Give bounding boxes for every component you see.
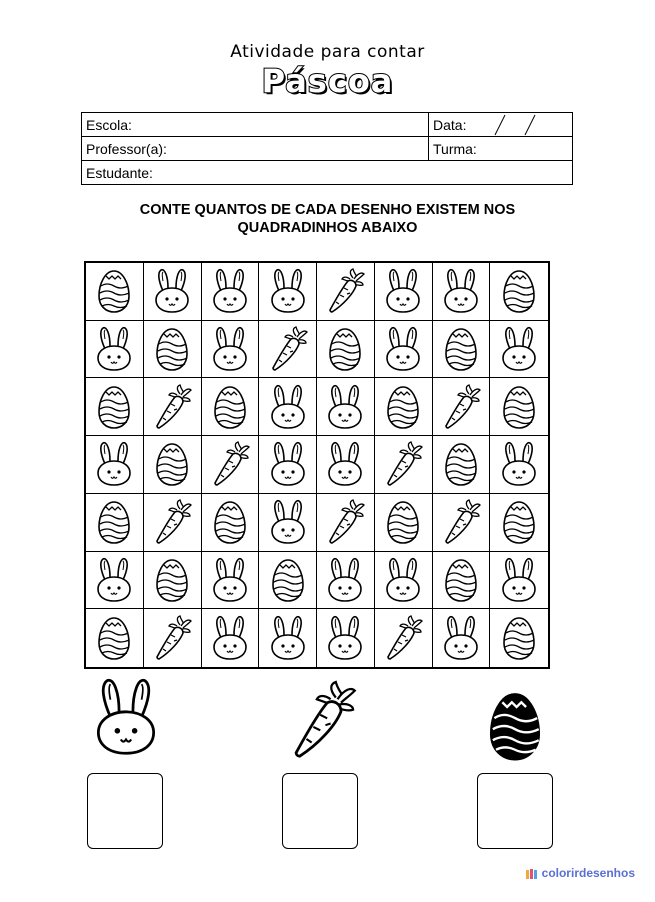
- grid-cell: [259, 494, 317, 552]
- egg-icon: [439, 556, 483, 604]
- grid-cell: [86, 436, 144, 494]
- grid-cell: [490, 609, 548, 667]
- grid-cell: [433, 494, 491, 552]
- egg-icon: [208, 383, 252, 431]
- bunny-icon: [92, 440, 136, 488]
- grid-cell: [490, 263, 548, 321]
- grid-cell: [317, 378, 375, 436]
- egg-icon: [150, 440, 194, 488]
- bunny-icon: [381, 556, 425, 604]
- grid-cell: [317, 552, 375, 610]
- bunny-icon: [208, 556, 252, 604]
- grid-cell: [433, 552, 491, 610]
- bunny-icon: [92, 556, 136, 604]
- grid-cell: [317, 494, 375, 552]
- grid-cell: [202, 552, 260, 610]
- grid-cell: [317, 609, 375, 667]
- school-field[interactable]: [82, 113, 429, 137]
- grid-cell: [202, 263, 260, 321]
- bunny-icon: [323, 383, 367, 431]
- grid-cell: [259, 609, 317, 667]
- bunny-icon: [150, 267, 194, 315]
- egg-icon: [478, 688, 552, 764]
- teacher-label: Professor(a):: [86, 140, 167, 157]
- bunny-icon: [323, 556, 367, 604]
- egg-count-box[interactable]: [477, 773, 553, 849]
- grid-cell: [375, 378, 433, 436]
- bunny-icon: [92, 325, 136, 373]
- carrot-icon: [208, 440, 252, 488]
- grid-cell: [433, 609, 491, 667]
- grid-cell: [259, 321, 317, 379]
- grid-cell: [433, 436, 491, 494]
- egg-icon: [323, 325, 367, 373]
- grid-cell: [433, 263, 491, 321]
- date-slashes: [489, 113, 559, 137]
- bunny-count-box[interactable]: [87, 773, 163, 849]
- grid-cell: [86, 552, 144, 610]
- egg-icon: [92, 614, 136, 662]
- bunny-icon: [323, 440, 367, 488]
- grid-cell: [144, 378, 202, 436]
- carrot-icon: [150, 498, 194, 546]
- egg-icon: [497, 614, 541, 662]
- crayon-icon: [525, 866, 539, 880]
- bunny-icon: [208, 267, 252, 315]
- date-label: Data:: [433, 116, 467, 133]
- grid-cell: [259, 552, 317, 610]
- grid-cell: [202, 378, 260, 436]
- grid-cell: [490, 494, 548, 552]
- instructions-line-1: CONTE QUANTOS DE CADA DESENHO EXISTEM NOS: [139, 202, 516, 218]
- bunny-icon: [266, 440, 310, 488]
- grid-cell: [490, 378, 548, 436]
- egg-icon: [92, 498, 136, 546]
- worksheet-title: Páscoa: [261, 62, 394, 100]
- grid-cell: [490, 552, 548, 610]
- class-field[interactable]: [429, 137, 573, 161]
- teacher-field[interactable]: [82, 137, 429, 161]
- bunny-icon: [323, 614, 367, 662]
- carrot-icon: [323, 267, 367, 315]
- grid-cell: [144, 552, 202, 610]
- student-info-form: [81, 112, 573, 185]
- grid-cell: [86, 378, 144, 436]
- bunny-icon: [266, 383, 310, 431]
- grid-cell: [86, 609, 144, 667]
- bunny-icon: [88, 674, 164, 760]
- egg-icon: [150, 325, 194, 373]
- grid-cell: [490, 321, 548, 379]
- class-label: Turma:: [433, 140, 477, 157]
- grid-cell: [144, 321, 202, 379]
- brand-logo: [525, 866, 635, 880]
- grid-cell: [375, 609, 433, 667]
- carrot-icon: [266, 325, 310, 373]
- counting-grid: [84, 261, 550, 669]
- carrot-icon: [150, 383, 194, 431]
- student-label: Estudante:: [86, 164, 153, 181]
- egg-icon: [381, 383, 425, 431]
- grid-cell: [202, 436, 260, 494]
- carrot-icon: [150, 614, 194, 662]
- grid-cell: [144, 494, 202, 552]
- egg-icon: [92, 383, 136, 431]
- egg-icon: [497, 267, 541, 315]
- egg-icon: [497, 383, 541, 431]
- grid-cell: [144, 436, 202, 494]
- bunny-icon: [497, 325, 541, 373]
- grid-cell: [259, 378, 317, 436]
- carrot-icon: [439, 498, 483, 546]
- carrot-icon: [284, 674, 360, 766]
- egg-icon: [150, 556, 194, 604]
- grid-cell: [317, 436, 375, 494]
- grid-cell: [317, 321, 375, 379]
- grid-cell: [433, 321, 491, 379]
- grid-cell: [375, 552, 433, 610]
- bunny-icon: [497, 440, 541, 488]
- grid-cell: [144, 263, 202, 321]
- carrot-icon: [381, 614, 425, 662]
- egg-icon: [439, 440, 483, 488]
- carrot-icon: [323, 498, 367, 546]
- egg-icon: [439, 325, 483, 373]
- bunny-icon: [266, 267, 310, 315]
- bunny-icon: [439, 267, 483, 315]
- school-label: Escola:: [86, 116, 132, 133]
- bunny-icon: [497, 556, 541, 604]
- bunny-icon: [266, 498, 310, 546]
- bunny-icon: [266, 614, 310, 662]
- bunny-icon: [381, 267, 425, 315]
- carrot-count-box[interactable]: [282, 773, 358, 849]
- grid-cell: [202, 609, 260, 667]
- grid-cell: [259, 436, 317, 494]
- grid-cell: [490, 436, 548, 494]
- instructions: [0, 201, 655, 237]
- grid-cell: [144, 609, 202, 667]
- egg-icon: [497, 498, 541, 546]
- student-field[interactable]: [82, 161, 573, 185]
- bunny-icon: [208, 325, 252, 373]
- bunny-icon: [381, 325, 425, 373]
- grid-cell: [375, 263, 433, 321]
- brand-name: colorirdesenhos: [541, 866, 635, 880]
- grid-cell: [86, 494, 144, 552]
- date-field[interactable]: [429, 113, 573, 137]
- grid-cell: [202, 494, 260, 552]
- grid-cell: [86, 321, 144, 379]
- grid-cell: [202, 321, 260, 379]
- worksheet-subtitle: Atividade para contar: [230, 42, 425, 62]
- bunny-icon: [208, 614, 252, 662]
- carrot-icon: [439, 383, 483, 431]
- grid-cell: [375, 436, 433, 494]
- egg-icon: [92, 267, 136, 315]
- egg-icon: [381, 498, 425, 546]
- grid-cell: [86, 263, 144, 321]
- grid-cell: [375, 494, 433, 552]
- egg-icon: [266, 556, 310, 604]
- bunny-icon: [439, 614, 483, 662]
- carrot-icon: [381, 440, 425, 488]
- grid-cell: [375, 321, 433, 379]
- grid-cell: [317, 263, 375, 321]
- grid-cell: [433, 378, 491, 436]
- grid-cell: [259, 263, 317, 321]
- instructions-line-2: QUADRADINHOS ABAIXO: [237, 220, 418, 236]
- egg-icon: [208, 498, 252, 546]
